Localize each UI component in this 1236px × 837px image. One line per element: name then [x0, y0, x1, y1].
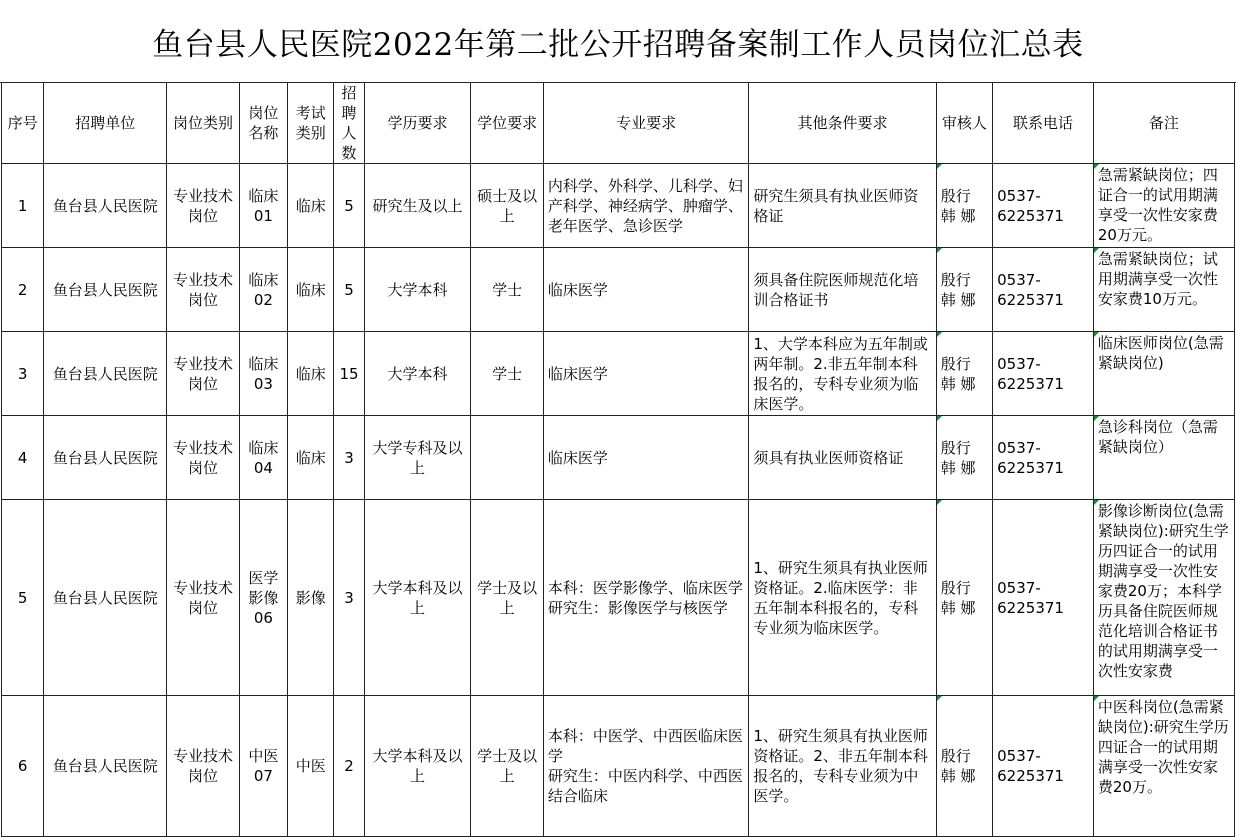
- table-row: [2, 416, 1235, 500]
- col-header-remark: 备注: [1093, 83, 1234, 164]
- cell-education: [364, 416, 471, 500]
- cell-reviewer-text: 殷行 韩 娜: [940, 270, 976, 309]
- job-table: [1, 82, 1235, 837]
- col-header-reviewer: 审核人: [936, 83, 992, 164]
- cell-category-text: 专业技术岗位: [172, 438, 233, 477]
- table-title: 鱼台县人民医院2022年第二批公开招聘备案制工作人员岗位汇总表: [0, 0, 1236, 83]
- cell-category: [167, 500, 240, 696]
- cell-position-text: 临床02: [248, 270, 279, 309]
- cell-phone: [993, 164, 1094, 248]
- cell-unit: [44, 164, 167, 248]
- cell-reviewer: [936, 696, 992, 837]
- cell-major: [543, 696, 749, 837]
- cell-remark-text: 影像诊断岗位(急需紧缺岗位):研究生学历四证合一的试用期满享受一次性安家费20万；本科学历具备住院医师规范化培训合格证书的试用期满享受一次性安家费: [1097, 502, 1229, 680]
- cell-count: [334, 164, 364, 248]
- cell-category: [167, 696, 240, 837]
- col-header-other: 其他条件要求: [749, 83, 936, 164]
- cell-reviewer: [936, 416, 992, 500]
- cell-unit: [44, 332, 167, 416]
- cell-position: [239, 332, 287, 416]
- cell-count: [334, 248, 364, 332]
- cell-category: [167, 248, 240, 332]
- cell-other: [749, 248, 936, 332]
- cell-reviewer-text: 殷行 韩 娜: [940, 438, 976, 477]
- cell-phone: [993, 332, 1094, 416]
- cell-major-text: 临床医学: [547, 280, 608, 299]
- cell-count-text: 5: [344, 280, 354, 299]
- cell-major-text: 本科：医学影像学、临床医学 研究生：影像医学与核医学: [547, 578, 743, 617]
- cell-no-text: 2: [17, 280, 28, 299]
- col-header-exam: 考试类别: [288, 83, 334, 164]
- cell-education: [364, 332, 471, 416]
- cell-category-text: 专业技术岗位: [172, 354, 233, 393]
- header-row: [2, 83, 1235, 164]
- cell-exam-text: 临床: [295, 196, 326, 215]
- table-row: [2, 500, 1235, 696]
- col-header-unit: 招聘单位: [44, 83, 167, 164]
- cell-category: [167, 332, 240, 416]
- cell-unit-text: 鱼台县人民医院: [52, 364, 158, 383]
- col-header-phone: 联系电话: [993, 83, 1094, 164]
- cell-phone-text: 0537-6225371: [997, 747, 1064, 785]
- cell-other: [749, 332, 936, 416]
- col-header-no: 序号: [2, 83, 44, 164]
- cell-count-text: 2: [344, 757, 354, 775]
- cell-education: [364, 248, 471, 332]
- cell-other: [749, 164, 936, 248]
- cell-count: [334, 696, 364, 837]
- cell-education-text: 大学专科及以上: [372, 438, 463, 477]
- cell-education-text: 大学本科及以上: [372, 747, 463, 785]
- cell-phone: [993, 416, 1094, 500]
- cell-reviewer: [936, 164, 992, 248]
- cell-education: [364, 500, 471, 696]
- cell-education-text: 研究生及以上: [372, 196, 463, 215]
- table-row: [2, 248, 1235, 332]
- cell-position: [239, 416, 287, 500]
- cell-no: [2, 696, 44, 837]
- cell-count: [334, 332, 364, 416]
- cell-reviewer-text: 殷行 韩 娜: [940, 747, 976, 785]
- cell-remark-text: 急诊科岗位（急需紧缺岗位）: [1097, 418, 1218, 456]
- cell-unit: [44, 696, 167, 837]
- cell-no-text: 1: [17, 196, 28, 215]
- cell-phone: [993, 696, 1094, 837]
- cell-degree: [471, 164, 544, 248]
- cell-remark: [1093, 696, 1234, 837]
- cell-remark: [1093, 164, 1234, 248]
- cell-degree-text: 学士: [492, 280, 523, 299]
- cell-no: [2, 248, 44, 332]
- cell-position: [239, 248, 287, 332]
- cell-remark-text: 急需紧缺岗位；试用期满享受一次性安家费10万元。: [1097, 250, 1218, 308]
- cell-other-text: 1、大学本科应为五年制或两年制。2.非五年制本科报名的，专科专业须为临床医学。: [753, 334, 928, 413]
- cell-no: [2, 416, 44, 500]
- cell-no-text: 3: [17, 364, 28, 383]
- cell-degree-text: 学士: [492, 364, 523, 383]
- cell-exam: [288, 248, 334, 332]
- cell-count-text: 3: [344, 448, 354, 467]
- cell-reviewer: [936, 500, 992, 696]
- cell-education-text: 大学本科: [387, 280, 448, 299]
- cell-other-text: 研究生须具有执业医师资格证: [753, 186, 919, 225]
- col-header-degree: 学位要求: [471, 83, 544, 164]
- cell-remark-text: 急需紧缺岗位；四证合一的试用期满享受一次性安家费20万元。: [1097, 166, 1218, 244]
- cell-category-text: 专业技术岗位: [172, 747, 233, 785]
- col-header-education: 学历要求: [364, 83, 471, 164]
- cell-no: [2, 500, 44, 696]
- cell-degree: [471, 332, 544, 416]
- cell-major-text: 临床医学: [547, 448, 608, 467]
- cell-major: [543, 416, 749, 500]
- cell-phone-text: 0537-6225371: [997, 270, 1064, 309]
- cell-category-text: 专业技术岗位: [172, 578, 233, 617]
- cell-degree: [471, 696, 544, 837]
- cell-degree: [471, 416, 544, 500]
- cell-education: [364, 164, 471, 248]
- cell-other: [749, 500, 936, 696]
- cell-reviewer-text: 殷行 韩 娜: [940, 578, 976, 617]
- cell-count-text: 5: [344, 196, 354, 215]
- cell-category: [167, 164, 240, 248]
- cell-degree: [471, 500, 544, 696]
- cell-position-text: 医学影像06: [248, 568, 279, 627]
- cell-position-text: 临床01: [248, 186, 279, 225]
- cell-reviewer-text: 殷行 韩 娜: [940, 186, 976, 225]
- cell-unit: [44, 500, 167, 696]
- cell-unit-text: 鱼台县人民医院: [52, 588, 158, 607]
- cell-phone-text: 0537-6225371: [997, 578, 1064, 617]
- cell-other: [749, 696, 936, 837]
- cell-exam-text: 临床: [295, 364, 326, 383]
- cell-major: [543, 500, 749, 696]
- cell-unit-text: 鱼台县人民医院: [52, 448, 158, 467]
- cell-major-text: 本科：中医学、中西医临床医学 研究生：中医内科学、中西医结合临床: [547, 727, 743, 805]
- cell-phone: [993, 248, 1094, 332]
- cell-unit-text: 鱼台县人民医院: [52, 196, 158, 215]
- cell-position: [239, 696, 287, 837]
- cell-major: [543, 164, 749, 248]
- col-header-major: 专业要求: [543, 83, 749, 164]
- cell-major: [543, 248, 749, 332]
- cell-no-text: 4: [17, 448, 28, 467]
- cell-unit-text: 鱼台县人民医院: [52, 757, 158, 775]
- cell-reviewer: [936, 332, 992, 416]
- cell-remark: [1093, 332, 1234, 416]
- cell-remark-text: 临床医师岗位(急需紧缺岗位): [1097, 334, 1224, 372]
- col-header-position: 岗位名称: [239, 83, 287, 164]
- cell-unit: [44, 416, 167, 500]
- cell-count: [334, 500, 364, 696]
- col-header-category: 岗位类别: [167, 83, 240, 164]
- cell-major-text: 临床医学: [547, 364, 608, 383]
- cell-phone-text: 0537-6225371: [997, 354, 1064, 393]
- cell-degree: [471, 248, 544, 332]
- cell-exam-text: 中医: [295, 757, 326, 775]
- cell-exam: [288, 332, 334, 416]
- cell-reviewer: [936, 248, 992, 332]
- cell-major: [543, 332, 749, 416]
- cell-exam: [288, 416, 334, 500]
- cell-education: [364, 696, 471, 837]
- cell-exam: [288, 500, 334, 696]
- cell-other-text: 1、研究生须具有执业医师资格证。2、非五年制本科报名的，专科专业须为中医学。: [753, 727, 928, 805]
- cell-no: [2, 164, 44, 248]
- cell-position-text: 临床03: [248, 354, 279, 393]
- cell-remark-text: 中医科岗位(急需紧缺岗位):研究生学历四证合一的试用期满享受一次性安家费20万。: [1097, 698, 1229, 796]
- cell-count-text: 3: [344, 588, 354, 607]
- cell-exam-text: 影像: [295, 588, 326, 607]
- col-header-count: 招聘人数: [334, 83, 364, 164]
- cell-phone-text: 0537-6225371: [997, 186, 1064, 225]
- cell-unit: [44, 248, 167, 332]
- cell-exam: [288, 164, 334, 248]
- cell-unit-text: 鱼台县人民医院: [52, 280, 158, 299]
- table-row: [2, 164, 1235, 248]
- cell-position-text: 中医07: [248, 747, 279, 785]
- cell-remark: [1093, 500, 1234, 696]
- cell-degree-text: 硕士及以上: [477, 186, 538, 225]
- cell-other-text: 1、研究生须具有执业医师资格证。2.临床医学：非五年制本科报名的，专科专业须为临床医学。: [753, 558, 928, 637]
- cell-no-text: 6: [17, 757, 28, 775]
- cell-category: [167, 416, 240, 500]
- cell-count-text: 15: [339, 364, 359, 383]
- cell-phone-text: 0537-6225371: [997, 438, 1064, 477]
- cell-count: [334, 416, 364, 500]
- cell-position: [239, 500, 287, 696]
- cell-education-text: 大学本科及以上: [372, 578, 463, 617]
- cell-category-text: 专业技术岗位: [172, 186, 233, 225]
- cell-degree-text: 学士及以上: [477, 578, 538, 617]
- cell-no-text: 5: [17, 588, 28, 607]
- cell-exam-text: 临床: [295, 448, 326, 467]
- cell-exam-text: 临床: [295, 280, 326, 299]
- cell-position-text: 临床04: [248, 438, 279, 477]
- cell-other: [749, 416, 936, 500]
- cell-category-text: 专业技术岗位: [172, 270, 233, 309]
- cell-phone: [993, 500, 1094, 696]
- cell-remark: [1093, 416, 1234, 500]
- cell-other-text: 须具有执业医师资格证: [753, 448, 904, 467]
- cell-position: [239, 164, 287, 248]
- table-row: [2, 696, 1235, 837]
- cell-major-text: 内科学、外科学、儿科学、妇产科学、神经病学、肿瘤学、老年医学、急诊医学: [547, 176, 743, 235]
- cell-remark: [1093, 248, 1234, 332]
- cell-no: [2, 332, 44, 416]
- cell-other-text: 须具备住院医师规范化培训合格证书: [753, 270, 919, 309]
- cell-exam: [288, 696, 334, 837]
- cell-reviewer-text: 殷行 韩 娜: [940, 354, 976, 393]
- cell-education-text: 大学本科: [387, 364, 448, 383]
- table-row: [2, 332, 1235, 416]
- cell-degree-text: 学士及以上: [477, 747, 538, 785]
